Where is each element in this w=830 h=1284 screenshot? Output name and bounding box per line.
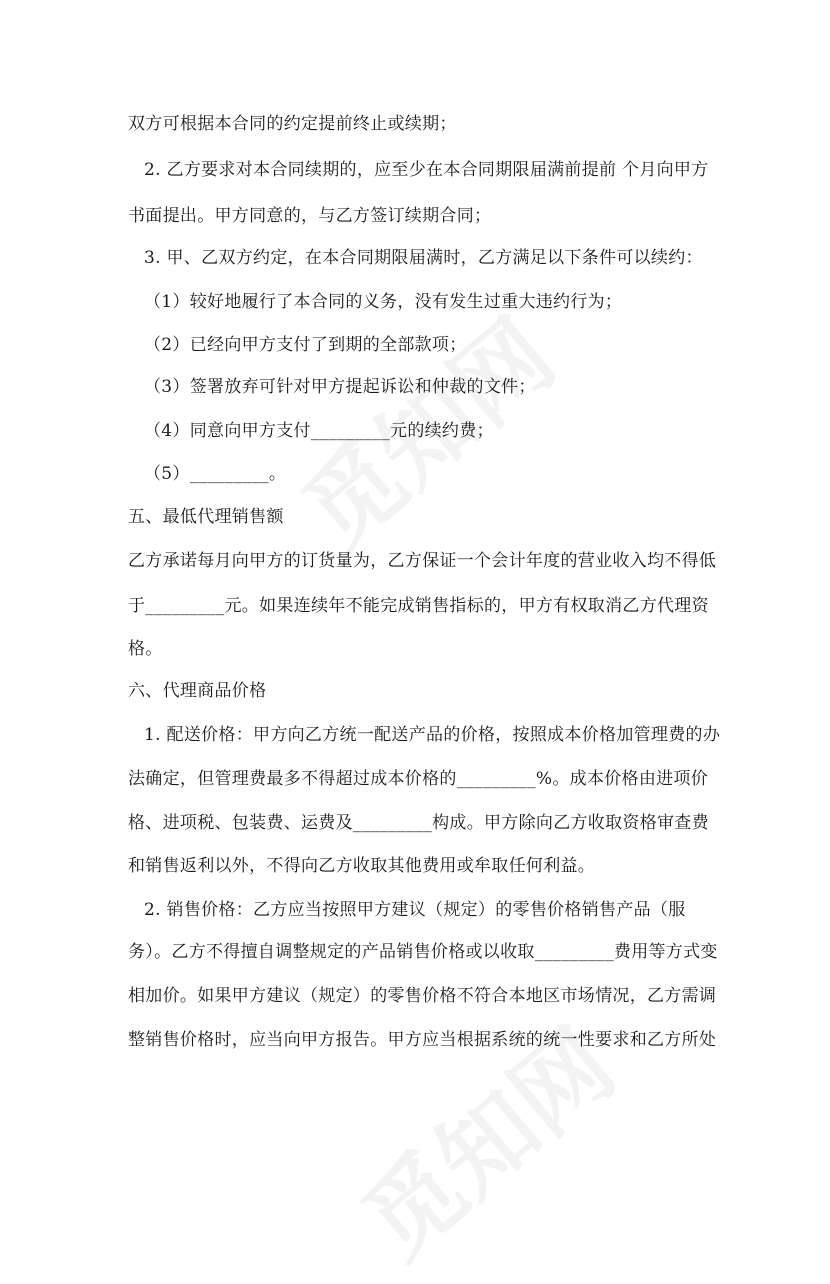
list-item: （3）签署放弃可针对甲方提起诉讼和仲裁的文件； [144, 377, 536, 397]
section-heading: 六、代理商品价格 [128, 681, 267, 701]
paragraph-line: 3. 甲、乙双方约定，在本合同期限届满时，乙方满足以下条件可以续约： [144, 248, 703, 268]
list-item: （4）同意向甲方支付_________元的续约费； [144, 421, 494, 441]
paragraph-line: 和销售返利以外，不得向乙方收取其他费用或牟取任何利益。 [128, 856, 596, 876]
paragraph-line: 乙方承诺每月向甲方的订货量为，乙方保证一个会计年度的营业收入均不得低 [128, 551, 717, 571]
list-item: （2）已经向甲方支付了到期的全部款项； [144, 335, 467, 355]
paragraph-line: 2. 销售价格：乙方应当按照甲方建议（规定）的零售价格销售产品（服 [144, 900, 686, 920]
section-heading: 五、最低代理销售额 [128, 507, 284, 527]
paragraph-line: 整销售价格时，应当向甲方报告。甲方应当根据系统的统一性要求和乙方所处 [128, 1030, 717, 1050]
paragraph-line: 1. 配送价格：甲方向乙方统一配送产品的价格，按照成本价格加管理费的办 [144, 725, 721, 745]
list-item: （1）较好地履行了本合同的义务，没有发生过重大违约行为； [144, 292, 623, 312]
paragraph-line: 于_________元。如果连续年不能完成销售指标的，甲方有权取消乙方代理资 [128, 596, 709, 616]
list-item: （5）_________。 [144, 464, 287, 484]
paragraph-line: 书面提出。甲方同意的，与乙方签订续期合同； [128, 206, 492, 226]
paragraph-line: 务）。乙方不得擅自调整规定的产品销售价格或以收取_________费用等方式变 [128, 942, 718, 962]
paragraph-line: 格、进项税、包装费、运费及_________构成。甲方除向乙方收取资格审查费 [128, 813, 709, 833]
paragraph-line: 法确定，但管理费最多不得超过成本价格的_________%。成本价格由进项价 [128, 769, 709, 789]
paragraph-line: 格。 [128, 639, 163, 659]
paragraph-line: 相加价。如果甲方建议（规定）的零售价格不符合本地区市场情况，乙方需调 [128, 986, 717, 1006]
paragraph-line: 双方可根据本合同的约定提前终止或续期； [128, 114, 457, 134]
paragraph-line: 2. 乙方要求对本合同续期的，应至少在本合同期限届满前提前 个月向甲方 [144, 160, 709, 180]
